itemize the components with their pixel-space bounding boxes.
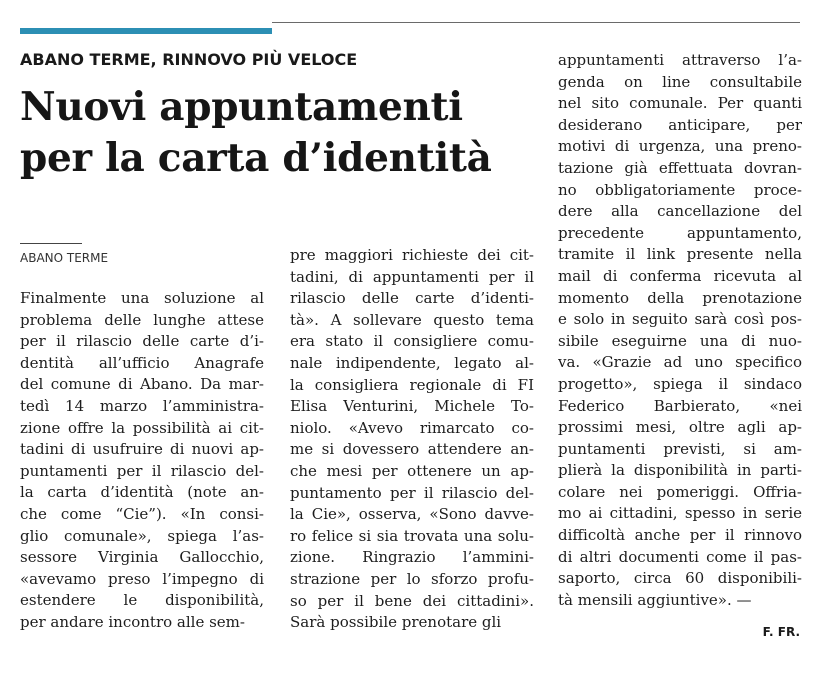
text-line: progetto», spiega il sindaco bbox=[558, 374, 802, 393]
text-line: precedente appuntamento, bbox=[558, 223, 802, 242]
text-line: era stato il consigliere comu- bbox=[290, 332, 534, 351]
text-line: che come “Cie”). «In consi- bbox=[20, 504, 264, 523]
text-line: problema delle lunghe attese bbox=[20, 310, 264, 329]
headline-line: per la carta d’identità bbox=[20, 135, 492, 181]
text-line: tà mensili aggiuntive». — bbox=[558, 590, 752, 609]
text-line: momento della prenotazione bbox=[558, 288, 802, 307]
text-line: «avevamo preso l’impegno di bbox=[20, 569, 264, 588]
text-line: del comune di Abano. Da mar- bbox=[20, 375, 264, 394]
section-label: ABANO TERME bbox=[20, 251, 109, 265]
text-line: zione offre la possibilità ai cit- bbox=[20, 418, 264, 437]
headline-line: Nuovi appuntamenti bbox=[20, 84, 463, 130]
text-line: tedì 14 marzo l’amministra- bbox=[20, 396, 264, 415]
text-line: appuntamenti attraverso l’a- bbox=[558, 51, 802, 69]
text-line: estendere le disponibilità, bbox=[20, 591, 264, 610]
text-line: tà». A sollevare questo tema bbox=[290, 310, 534, 329]
kicker: ABANO TERME, RINNOVO PIÙ VELOCE bbox=[20, 50, 358, 69]
text-line: che mesi per ottenere un ap- bbox=[290, 461, 534, 480]
text-line: nel sito comunale. Per quanti bbox=[558, 94, 802, 113]
text-line: difficoltà anche per il rinnovo bbox=[558, 526, 802, 545]
text-line: so per il bene dei cittadini». bbox=[290, 591, 534, 610]
section-rule bbox=[20, 243, 82, 244]
text-line: va. «Grazie ad uno specifico bbox=[558, 353, 802, 372]
text-line: puntamenti previsti, si am- bbox=[558, 439, 802, 458]
text-line: genda on line consultabile bbox=[558, 72, 802, 91]
text-line: tadini, di appuntamenti per il bbox=[290, 267, 534, 286]
text-line: la consigliera regionale di FI bbox=[290, 375, 534, 394]
text-line: colare nei pomeriggi. Offria- bbox=[558, 482, 802, 501]
text-line: tazione già effettuata dovran- bbox=[558, 158, 802, 177]
text-line: Finalmente una soluzione al bbox=[20, 289, 264, 307]
article-column-1 bbox=[20, 288, 264, 634]
text-line: niolo. «Avevo rimarcato co- bbox=[290, 418, 534, 437]
text-line: motivi di urgenza, una preno- bbox=[558, 137, 802, 156]
headline bbox=[20, 82, 550, 184]
author-signature: F. FR. bbox=[762, 625, 800, 639]
text-line: ro felice si sia trovata una solu- bbox=[290, 526, 534, 545]
text-line: tramite il link presente nella bbox=[558, 245, 802, 264]
text-line: e solo in seguito sarà così pos- bbox=[558, 310, 802, 329]
text-line: desiderano anticipare, per bbox=[558, 115, 802, 134]
text-line: puntamento per il rilascio del- bbox=[290, 483, 534, 502]
article-column-3 bbox=[558, 50, 802, 611]
text-line: tadini di usufruire di nuovi ap- bbox=[20, 440, 264, 459]
accent-bar bbox=[20, 28, 272, 34]
text-line: rilascio delle carte d’identi- bbox=[290, 289, 534, 308]
text-line: puntamenti per il rilascio del- bbox=[20, 461, 264, 480]
text-line: plierà la disponibilità in parti- bbox=[558, 461, 802, 480]
text-line: dere alla cancellazione del bbox=[558, 202, 802, 221]
text-line: Elisa Venturini, Michele To- bbox=[290, 397, 534, 416]
text-line: Federico Barbierato, «nei bbox=[558, 396, 802, 415]
text-line: mail di conferma ricevuta al bbox=[558, 266, 802, 285]
text-line: pre maggiori richieste dei cit- bbox=[290, 246, 534, 264]
top-rule bbox=[272, 22, 800, 23]
text-line: la Cie», osserva, «Sono davve- bbox=[290, 505, 534, 524]
text-line: nale indipendente, legato al- bbox=[290, 353, 534, 372]
text-line: glio comunale», spiega l’as- bbox=[20, 526, 264, 545]
article-column-2 bbox=[290, 245, 534, 634]
text-line: saporto, circa 60 disponibili- bbox=[558, 569, 802, 588]
text-line: sibile eseguirne una di nuo- bbox=[558, 331, 802, 350]
text-line: per il rilascio delle carte d’i- bbox=[20, 332, 264, 351]
text-line: di altri documenti come il pas- bbox=[558, 547, 802, 566]
text-line: strazione per lo sforzo profu- bbox=[290, 569, 534, 588]
text-line: no obbligatoriamente proce- bbox=[558, 180, 802, 199]
text-line: la carta d’identità (note an- bbox=[20, 483, 264, 502]
text-line: zione. Ringrazio l’ammini- bbox=[290, 548, 534, 567]
text-line: sessore Virginia Gallocchio, bbox=[20, 548, 264, 567]
text-line: dentità all’ufficio Anagrafe bbox=[20, 353, 264, 372]
text-line: Sarà possibile prenotare gli bbox=[290, 613, 502, 632]
text-line: mo ai cittadini, spesso in serie bbox=[558, 504, 802, 523]
text-line: prossimi mesi, oltre agli ap- bbox=[558, 418, 802, 437]
text-line: per andare incontro alle sem- bbox=[20, 612, 245, 631]
text-line: me si dovessero attendere an- bbox=[290, 440, 534, 459]
